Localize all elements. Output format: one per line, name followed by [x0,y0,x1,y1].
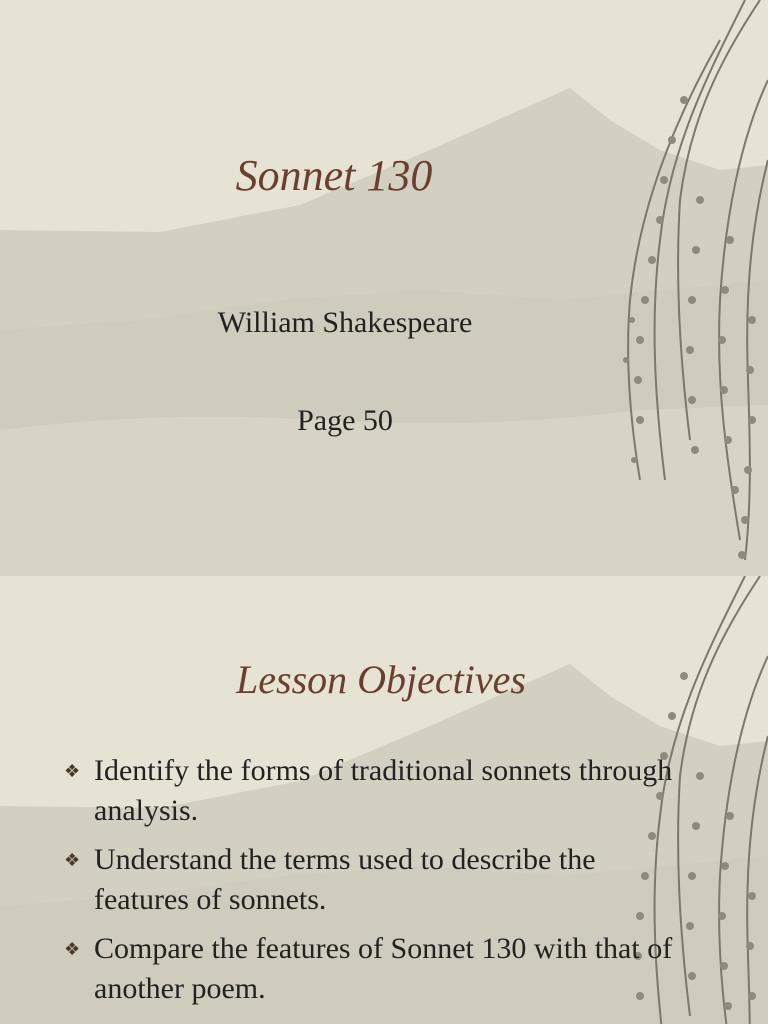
page-reference: Page 50 [297,404,393,437]
list-item [64,840,684,920]
list-item-text: Identify the forms of traditional sonnets through analysis. [94,754,673,827]
author-name: William Shakespeare [217,306,473,339]
list-item-text: Compare the features of Sonnet 130 with that of another poem. [94,932,673,1005]
diamond-dots-bullet-icon: ❖ [64,850,81,870]
diamond-dots-bullet-icon: ❖ [64,939,81,959]
diamond-dots-bullet-icon: ❖ [64,761,81,781]
list-item-text: Understand the terms used to describe the features of sonnets. [94,843,596,916]
slide-objectives [0,576,768,1024]
slide-title-text: Lesson Objectives [236,657,526,702]
slide-title-text: Sonnet 130 [235,151,433,200]
list-item [64,751,684,831]
objectives-list [64,751,684,1018]
list-item [64,929,684,1009]
